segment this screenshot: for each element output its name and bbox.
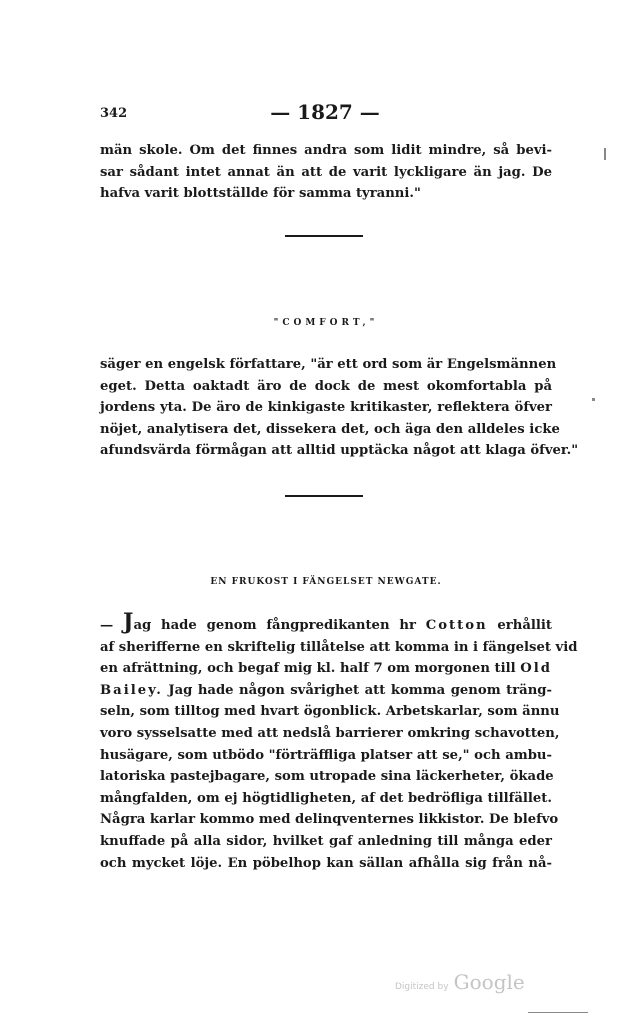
section-heading-newgate: EN FRUKOST I FÄNGELSET NEWGATE. <box>210 577 442 587</box>
text-line: seln, som tilltog med hvart ögonblick. Arbetskarlar, som ännu <box>100 704 560 720</box>
text-line: latoriska pastejbagare, som utropade sina läckerheter, ökade <box>100 769 554 785</box>
paragraph-continued <box>100 140 552 205</box>
scan-edge-mark <box>528 1012 588 1013</box>
text-line: mångfalden, om ej högtidligheten, af det bedröfliga tillfället. <box>100 790 552 806</box>
section-divider <box>285 235 363 237</box>
google-logo: Google <box>453 970 525 994</box>
text-line: husägare, som utbödo "förträffliga platser att se," och ambu- <box>100 747 552 763</box>
scan-edge-mark <box>604 148 606 160</box>
text-line: hafva varit blottställde för samma tyranni." <box>100 186 421 202</box>
text-line: Några karlar kommo med delinqventernes likkistor. De blefvo <box>100 812 559 828</box>
text-line: knuffade på alla sidor, hvilket gaf anledning till många eder <box>100 833 552 849</box>
text-line: en afrättning, och begaf mig kl. half 7 om morgonen till Old <box>100 661 553 677</box>
paragraph-newgate <box>100 609 578 874</box>
section-heading-comfort: "COMFORT," <box>273 318 379 328</box>
running-head: — 1827 — <box>270 100 380 124</box>
text-line: eget. Detta oaktadt äro de dock de mest okomfortabla på <box>100 378 552 394</box>
paragraph-comfort <box>100 354 579 462</box>
text-line: — Jag hade genom fångpredikanten hr Cotton erhållit <box>100 609 552 635</box>
text-line: af sherifferne en skriftelig tillåtelse att komma in i fängelset vid <box>100 639 578 655</box>
text-line: afundsvärda förmågan att alltid upptäcka något att klaga öfver." <box>100 443 579 459</box>
page-header <box>100 100 550 130</box>
text-line: sar sådant intet annat än att de varit lyckligare än jag. De <box>100 164 552 180</box>
text-line: och mycket löje. En pöbelhop kan sällan afhålla sig från nå- <box>100 855 552 871</box>
text-line: Bailey. Jag hade någon svårighet att komma genom träng- <box>100 682 552 698</box>
text-line: män skole. Om det finnes andra som lidit mindre, så bevi- <box>100 143 552 158</box>
text-line: jordens yta. De äro de kinkigaste kritikaster, reflektera öfver <box>100 400 552 416</box>
page-number: 342 <box>100 106 128 121</box>
scan-edge-mark <box>592 398 595 401</box>
text-line: säger en engelsk författare, "är ett ord som är Engelsmännen <box>100 357 557 372</box>
google-watermark: Digitized by Google <box>395 970 525 994</box>
section-divider <box>285 495 363 497</box>
text-line: voro sysselsatte med att nedslå barrierer omkring schavotten, <box>100 725 560 741</box>
text-line: nöjet, analytisera det, dissekera det, och äga den alldeles icke <box>100 421 560 437</box>
drop-cap: J <box>123 609 134 635</box>
